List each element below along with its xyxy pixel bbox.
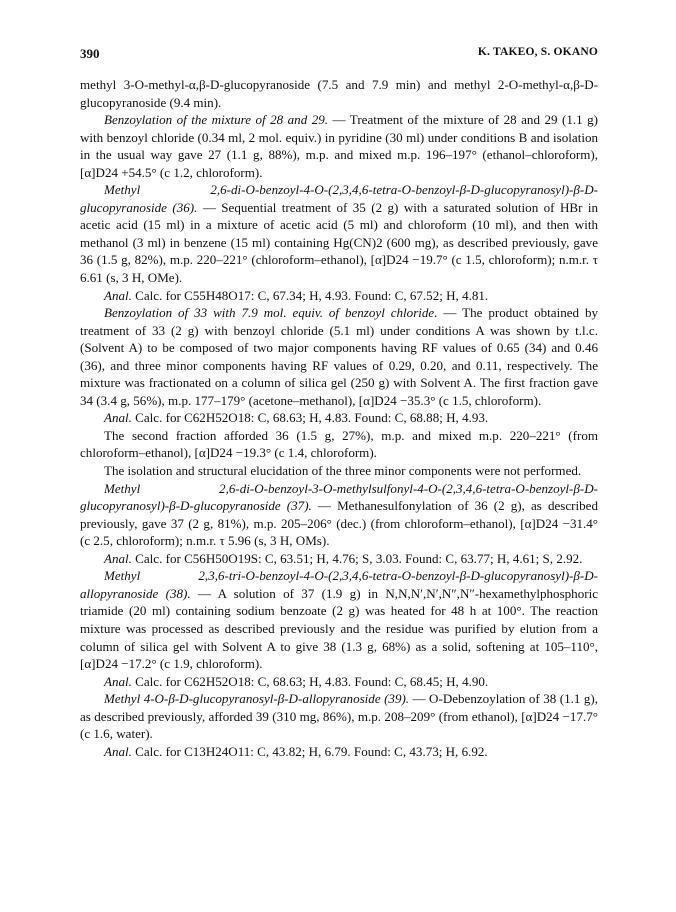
paragraph-text: — The product obtained by treatment of 33 (2 g) with benzoyl chloride (5.1 ml) under conditions A was shown by t.l.c. (Solvent A) to be composed of two major components having RF values of 0.65 (34) and 0.46 (36), and three minor components having RF values of 0.29, 0.20, and 0.11, respectively. The mixture was fractionated on a column of silica gel (250 g) with Solvent A. The first fraction gave 34 (3.4 g, 56%), m.p. 177–179° (acetone–methanol), [α]D24 −35.3° (c 1.5, chloroform). (80, 305, 598, 408)
section-title: Benzoylation of 33 with 7.9 mol. equiv. of benzoyl chloride. (104, 305, 438, 321)
paragraph (80, 287, 598, 305)
page-header (80, 46, 598, 64)
paragraph-text: The second fraction afforded 36 (1.5 g, 27%), m.p. and mixed m.p. 220–221° (from chloroform–ethanol), [α]D24 −19.3° (c 1.4, chloroform). (80, 427, 598, 461)
page-number: 390 (80, 46, 100, 61)
paragraph-text: Calc. for C62H52O18: C, 68.63; H, 4.83. Found: C, 68.45; H, 4.90. (131, 673, 489, 689)
paragraph-text: Calc. for C56H50O19S: C, 63.51; H, 4.76; S, 3.03. Found: C, 63.77; H, 4.61; S, 2.92. (131, 550, 583, 566)
paragraph (80, 743, 598, 761)
paragraph-text: — Methanesulfonylation of 36 (2 g), as described previously, gave 37 (2 g, 81%), m.p. 205–206° (dec.) (from chloroform–ethanol), [α]D24 −31.4° (c 2.5, chloroform); n.m.r. τ 5.96 (s, 3 H, OMs). (80, 498, 598, 549)
paragraph-text: Calc. for C13H24O11: C, 43.82; H, 6.79. Found: C, 43.73; H, 6.92. (131, 743, 488, 759)
paragraph (80, 673, 598, 691)
paragraph-text: methyl 3-O-methyl-α,β-D-glucopyranoside (7.5 and 7.9 min) and methyl 2-O-methyl-α,β-D-glucopyranoside (9.4 min). (80, 77, 598, 110)
paragraph (80, 427, 598, 462)
paragraph-text: — A solution of 37 (1.9 g) in N,N,N′,N′,N″,N″-hexamethylphosphoric triamide (20 ml) containing sodium benzoate (2 g) was heated for 48 h at 100°. The reaction mixture was processed as described previously and the residue was purified by elution from a column of silica gel with Solvent A to give 38 (1.3 g, 68%) as a solid, softening at 105–110°, [α]D24 −17.2° (c 1.9, chloroform). (80, 585, 598, 672)
paragraph-text: — Sequential treatment of 35 (2 g) with a saturated solution of HBr in acetic acid (15 ml) in a mixture of acetic acid (5 ml) and chloroform (10 ml), and then with methanol (3 ml) in benzene (15 ml) containing Hg(CN)2 (600 mg), as described previously, gave 36 (1.5 g, 82%), m.p. 220–221° (chloroform–ethanol), [α]D24 −19.7° (c 1.5, chloroform); n.m.r. τ 6.61 (s, 3 H, OMe). (80, 199, 598, 286)
analysis-label: Anal. (104, 287, 132, 303)
section-title: Methyl 4-O-β-D-glucopyranosyl-β-D-allopyranoside (39). (104, 691, 410, 707)
paragraph-text: Calc. for C55H48O17: C, 67.34; H, 4.93. Found: C, 67.52; H, 4.81. (131, 287, 489, 303)
section-title: Methyl 2,3,6-tri-O-benzoyl-4-O-(2,3,4,6-tetra-O-benzoyl-β-D-glucopyranosyl)-β-D-allopyranoside (38). (80, 568, 598, 601)
paragraph (80, 462, 598, 480)
paragraph (80, 111, 598, 181)
analysis-label: Anal. (104, 743, 132, 759)
section-title: Benzoylation of the mixture of 28 and 29. (104, 112, 329, 128)
section-title: Methyl 2,6-di-O-benzoyl-3-O-methylsulfonyl-4-O-(2,3,4,6-tetra-O-benzoyl-β-D-glucopyranosyl)-β-D-glucopyranoside (37). (80, 480, 598, 514)
paragraph (80, 480, 598, 550)
analysis-label: Anal. (104, 550, 132, 566)
paragraph (80, 690, 598, 743)
paragraph (80, 409, 598, 427)
paragraph-text: Calc. for C62H52O18: C, 68.63; H, 4.83. Found: C, 68.88; H, 4.93. (131, 410, 489, 426)
analysis-label: Anal. (104, 673, 132, 689)
paragraph-text: — O-Debenzoylation of 38 (1.1 g), as described previously, afforded 39 (310 mg, 86%), m.p. 208–209° (from ethanol), [α]D24 −17.7° (c 1.6, water). (80, 691, 598, 742)
paragraph-text: — Treatment of the mixture of 28 and 29 (1.1 g) with benzoyl chloride (0.34 ml, 2 mol. equiv.) in pyridine (30 ml) under conditions B and isolation in the usual way gave 27 (1.1 g, 88%), m.p. and mixed m.p. 196–197° (ethanol–chloroform), [α]D24 +54.5° (c 1.2, chloroform). (80, 112, 598, 180)
paragraph (80, 304, 598, 409)
paragraph (80, 181, 598, 286)
section-title: Methyl 2,6-di-O-benzoyl-4-O-(2,3,4,6-tetra-O-benzoyl-β-D-glucopyranosyl)-β-D-glucopyranoside (36). (80, 182, 598, 215)
paragraph-text: The isolation and structural elucidation of the three minor components were not performed. (104, 463, 582, 479)
analysis-label: Anal. (104, 410, 132, 426)
paragraph (80, 567, 598, 672)
article-body (80, 76, 598, 760)
paragraph (80, 550, 598, 568)
paragraph (80, 76, 598, 111)
running-head: K. TAKEO, S. OKANO (477, 46, 598, 58)
